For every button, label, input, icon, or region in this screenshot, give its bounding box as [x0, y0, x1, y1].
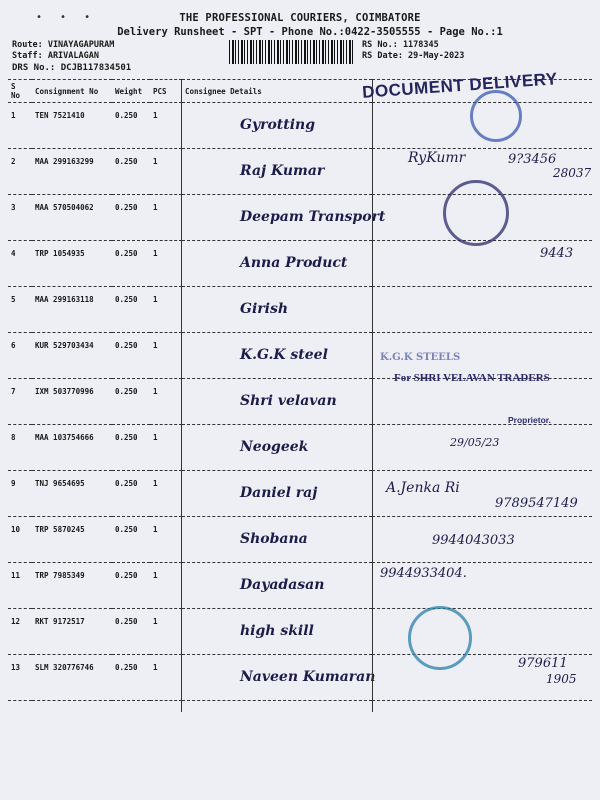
row-signature-cell [372, 609, 592, 655]
table-row [8, 149, 592, 195]
row-sno: 4 [8, 241, 32, 287]
row-consignment-no: KUR 529703434 [32, 333, 112, 379]
row-consignee-cell [182, 333, 372, 379]
row-weight: 0.250 [112, 425, 150, 471]
route-label: Route: VINAYAGAPURAM [12, 40, 115, 50]
row-pcs: 1 [150, 425, 182, 471]
receiver-phone: 28037 [553, 166, 592, 180]
row-consignee-cell [182, 425, 372, 471]
company-title: THE PROFESSIONAL COURIERS, COIMBATORE [179, 12, 421, 24]
row-pcs: 1 [150, 149, 182, 195]
row-weight: 0.250 [112, 379, 150, 425]
row-sno: 13 [8, 655, 32, 701]
row-sno: 6 [8, 333, 32, 379]
consignee-handwritten-name: Shobana [240, 531, 308, 547]
row-consignment-no: TRP 1054935 [32, 241, 112, 287]
row-weight: 0.250 [112, 517, 150, 563]
row-consignee-cell [182, 655, 376, 701]
col-consignment: Consignment No [32, 80, 112, 103]
row-weight: 0.250 [112, 609, 150, 655]
consignee-handwritten-name: Neogeek [240, 439, 309, 455]
col-weight: Weight [112, 80, 150, 103]
row-signature-cell [372, 379, 592, 425]
row-sno: 3 [8, 195, 32, 241]
row-weight: 0.250 [112, 149, 150, 195]
row-consignment-no: MAA 299163299 [32, 149, 112, 195]
rs-date: RS Date: 29-May-2023 [362, 51, 465, 61]
punch-dots: • • • [36, 12, 97, 23]
table-row [8, 609, 592, 655]
row-weight: 0.250 [112, 241, 150, 287]
runsheet-table [8, 79, 592, 701]
table-row [8, 425, 592, 471]
row-pcs: 1 [150, 517, 182, 563]
runsheet-subtitle: Delivery Runsheet - SPT - Phone No.:0422-3505555 - Page No.:1 [117, 26, 503, 38]
row-sno: 11 [8, 563, 32, 609]
staff-label: Staff: ARIVALAGAN [12, 51, 99, 61]
row-weight: 0.250 [112, 333, 150, 379]
row-sno: 1 [8, 103, 32, 149]
row-consignee-cell [182, 379, 372, 425]
row-consignment-no: TRP 5870245 [32, 517, 112, 563]
barcode [229, 40, 354, 64]
row-consignment-no: TRP 7985349 [32, 563, 112, 609]
receiver-signature: A.Jenka Ri [386, 480, 460, 496]
table-row [8, 241, 592, 287]
row-consignment-no: TNJ 9654695 [32, 471, 112, 517]
receiver-date: 29/05/23 [450, 436, 500, 449]
row-pcs: 1 [150, 609, 182, 655]
row-consignee-cell [182, 241, 372, 287]
row-sno: 9 [8, 471, 32, 517]
drs-number: DRS No.: DCJB117834501 [12, 63, 132, 73]
proprietor-label: Proprietor. [508, 415, 551, 425]
rs-number: RS No.: 1178345 [362, 40, 439, 50]
receiver-signature: RyKumr [408, 150, 466, 166]
row-sno: 10 [8, 517, 32, 563]
row-pcs: 1 [150, 333, 182, 379]
row-pcs: 1 [150, 379, 182, 425]
consignee-handwritten-name: Naveen Kumaran [240, 669, 376, 685]
association-seal [470, 90, 522, 142]
table-row [8, 563, 592, 609]
row-weight: 0.250 [112, 195, 150, 241]
kgk-steels-stamp: K.G.K STEELS [380, 352, 461, 363]
receiver-phone: 9443 [540, 246, 574, 261]
row-signature-cell [372, 287, 592, 333]
consignee-handwritten-name: Deepam Transport [240, 209, 386, 225]
row-sno: 7 [8, 379, 32, 425]
high-skill-seal [408, 606, 472, 670]
consignee-handwritten-name: Daniel raj [240, 485, 318, 501]
row-pcs: 1 [150, 563, 182, 609]
row-consignment-no: MAA 570504062 [32, 195, 112, 241]
column-divider [181, 80, 182, 712]
row-weight: 0.250 [112, 287, 150, 333]
receiver-phone: 9?3456 [508, 152, 557, 167]
row-consignee-cell [182, 609, 372, 655]
row-consignment-no: IXM 503770996 [32, 379, 112, 425]
consignee-handwritten-name: Anna Product [240, 255, 348, 271]
row-consignee-cell [182, 287, 372, 333]
row-pcs: 1 [150, 287, 182, 333]
row-sno: 2 [8, 149, 32, 195]
table-row [8, 655, 592, 701]
row-weight: 0.250 [112, 655, 150, 701]
consignee-handwritten-name: Girish [240, 301, 289, 317]
row-weight: 0.250 [112, 103, 150, 149]
table-body [8, 103, 592, 701]
row-pcs: 1 [150, 655, 182, 701]
col-consignee: Consignee Details [182, 80, 372, 103]
row-consignee-cell [182, 149, 372, 195]
row-consignment-no: MAA 103754666 [32, 425, 112, 471]
col-pcs: PCS [150, 80, 182, 103]
row-weight: 0.250 [112, 471, 150, 517]
row-consignment-no: SLM 320776746 [32, 655, 112, 701]
receiver-phone: 9944933404. [380, 566, 467, 581]
consignee-handwritten-name: K.G.K steel [240, 347, 328, 363]
receiver-phone: 9789547149 [495, 496, 578, 511]
row-sno: 12 [8, 609, 32, 655]
table-row [8, 379, 592, 425]
row-consignment-no: RKT 9172517 [32, 609, 112, 655]
consignee-handwritten-name: Shri velavan [240, 393, 337, 409]
receiver-phone: 1905 [546, 672, 577, 686]
row-pcs: 1 [150, 195, 182, 241]
receiver-phone: 9944043033 [432, 533, 515, 548]
row-sno: 5 [8, 287, 32, 333]
row-consignee-cell [182, 563, 372, 609]
receiver-phone: 979611 [518, 656, 568, 671]
consignee-handwritten-name: high skill [240, 623, 314, 639]
consignee-handwritten-name: Gyrotting [240, 117, 316, 133]
consignee-handwritten-name: Dayadasan [240, 577, 325, 593]
row-consignee-cell [182, 103, 372, 149]
row-consignment-no: MAA 299163118 [32, 287, 112, 333]
col-sno: S No [8, 80, 32, 103]
row-pcs: 1 [150, 471, 182, 517]
document-delivery-stamp: DOCUMENT DELIVERY [361, 69, 559, 102]
trader-stamp: For SHRI VELAVAN TRADERS [394, 372, 550, 384]
column-divider [372, 80, 373, 712]
table-row [8, 287, 592, 333]
row-consignee-cell [182, 517, 372, 563]
deepam-transport-seal [443, 180, 509, 246]
consignee-handwritten-name: Raj Kumar [240, 163, 325, 179]
row-weight: 0.250 [112, 563, 150, 609]
row-sno: 8 [8, 425, 32, 471]
row-pcs: 1 [150, 103, 182, 149]
row-consignee-cell [182, 471, 372, 517]
row-pcs: 1 [150, 241, 182, 287]
row-consignment-no: TEN 7521410 [32, 103, 112, 149]
row-consignee-cell [182, 195, 386, 241]
